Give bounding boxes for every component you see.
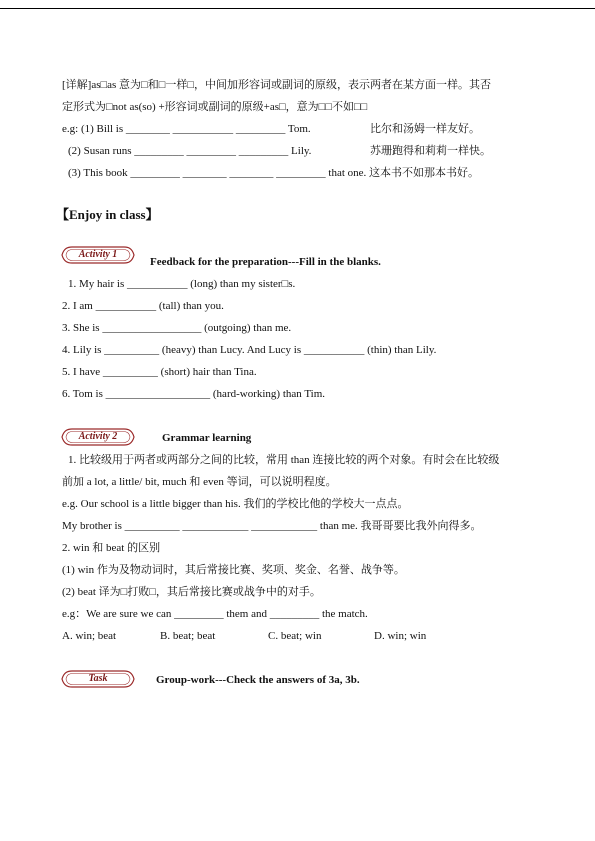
grammar-question: e.g：We are sure we can _________ them and _________ the match. bbox=[62, 608, 368, 620]
task-badge-label: Task bbox=[88, 673, 108, 684]
task-badge bbox=[60, 670, 136, 688]
activity-1-title: Feedback for the preparation---Fill in the blanks. bbox=[150, 256, 381, 268]
grammar-paragraph-1a: 1. 比较级用于两者或两部分之间的比较，常用 than 连接比较的两个对象。有时会在比较级 bbox=[68, 454, 500, 466]
explain-line-1: [详解]as□as 意为□和□一样□，中间加形容词或副词的原级，表示两者在某方面一样。其否 bbox=[62, 79, 491, 91]
activity-2-badge bbox=[60, 428, 136, 446]
explain-line-2: 定形式为□not as(so) +形容词或副词的原级+as□，意为□□不如□□ bbox=[62, 101, 368, 113]
example-1-translation: 比尔和汤姆一样友好。 bbox=[370, 123, 480, 135]
activity-1-item: 1. My hair is ___________ (long) than my sister□s. bbox=[68, 278, 296, 290]
top-rule bbox=[0, 8, 595, 9]
example-3: (3) This book _________ ________ ________ _________ that one. 这本书不如那本书好。 bbox=[68, 167, 480, 179]
activity-1-item: 2. I am ___________ (tall) than you. bbox=[62, 300, 224, 312]
example-2: (2) Susan runs _________ _________ _________ Lily. bbox=[68, 145, 312, 157]
option-c: C. beat; win bbox=[268, 630, 322, 642]
activity-1-item: 6. Tom is ___________________ (hard-working) than Tim. bbox=[62, 388, 326, 400]
activity-1-item: 4. Lily is __________ (heavy) than Lucy. And Lucy is ___________ (thin) than Lily. bbox=[62, 344, 437, 356]
grammar-example: e.g. Our school is a little bigger than his. 我们的学校比他的学校大一点点。 bbox=[62, 498, 409, 510]
task-title: Group-work---Check the answers of 3a, 3b. bbox=[156, 674, 360, 686]
grammar-paragraph-1b: 前加 a lot, a little/ bit, much 和 even 等词，可以说明程度。 bbox=[62, 476, 337, 488]
grammar-brother-sentence: My brother is __________ ____________ ____________ than me. 我哥哥要比我外向得多。 bbox=[62, 520, 482, 532]
activity-2-badge-label: Activity 2 bbox=[78, 431, 118, 442]
activity-1-badge bbox=[60, 246, 136, 264]
grammar-beat-note: (2) beat 译为□打败□，其后常接比赛或战争中的对手。 bbox=[62, 586, 321, 598]
example-1: e.g: (1) Bill is ________ ___________ _________ Tom. bbox=[62, 123, 311, 135]
option-d: D. win; win bbox=[374, 630, 427, 642]
grammar-win-note: (1) win 作为及物动词时，其后常接比赛、奖项、奖金、名誉、战争等。 bbox=[62, 564, 405, 576]
option-b: B. beat; beat bbox=[160, 630, 216, 642]
option-a: A. win; beat bbox=[62, 630, 117, 642]
activity-1-badge-label: Activity 1 bbox=[78, 249, 118, 260]
example-2-translation: 苏珊跑得和莉莉一样快。 bbox=[370, 145, 491, 157]
activity-1-item: 3. She is __________________ (outgoing) than me. bbox=[62, 322, 292, 334]
activity-2-title: Grammar learning bbox=[162, 432, 252, 444]
enjoy-heading: 【Enjoy in class】 bbox=[56, 207, 159, 222]
grammar-point-2: 2. win 和 beat 的区别 bbox=[62, 542, 161, 554]
activity-1-item: 5. I have __________ (short) hair than Tina. bbox=[62, 366, 257, 378]
